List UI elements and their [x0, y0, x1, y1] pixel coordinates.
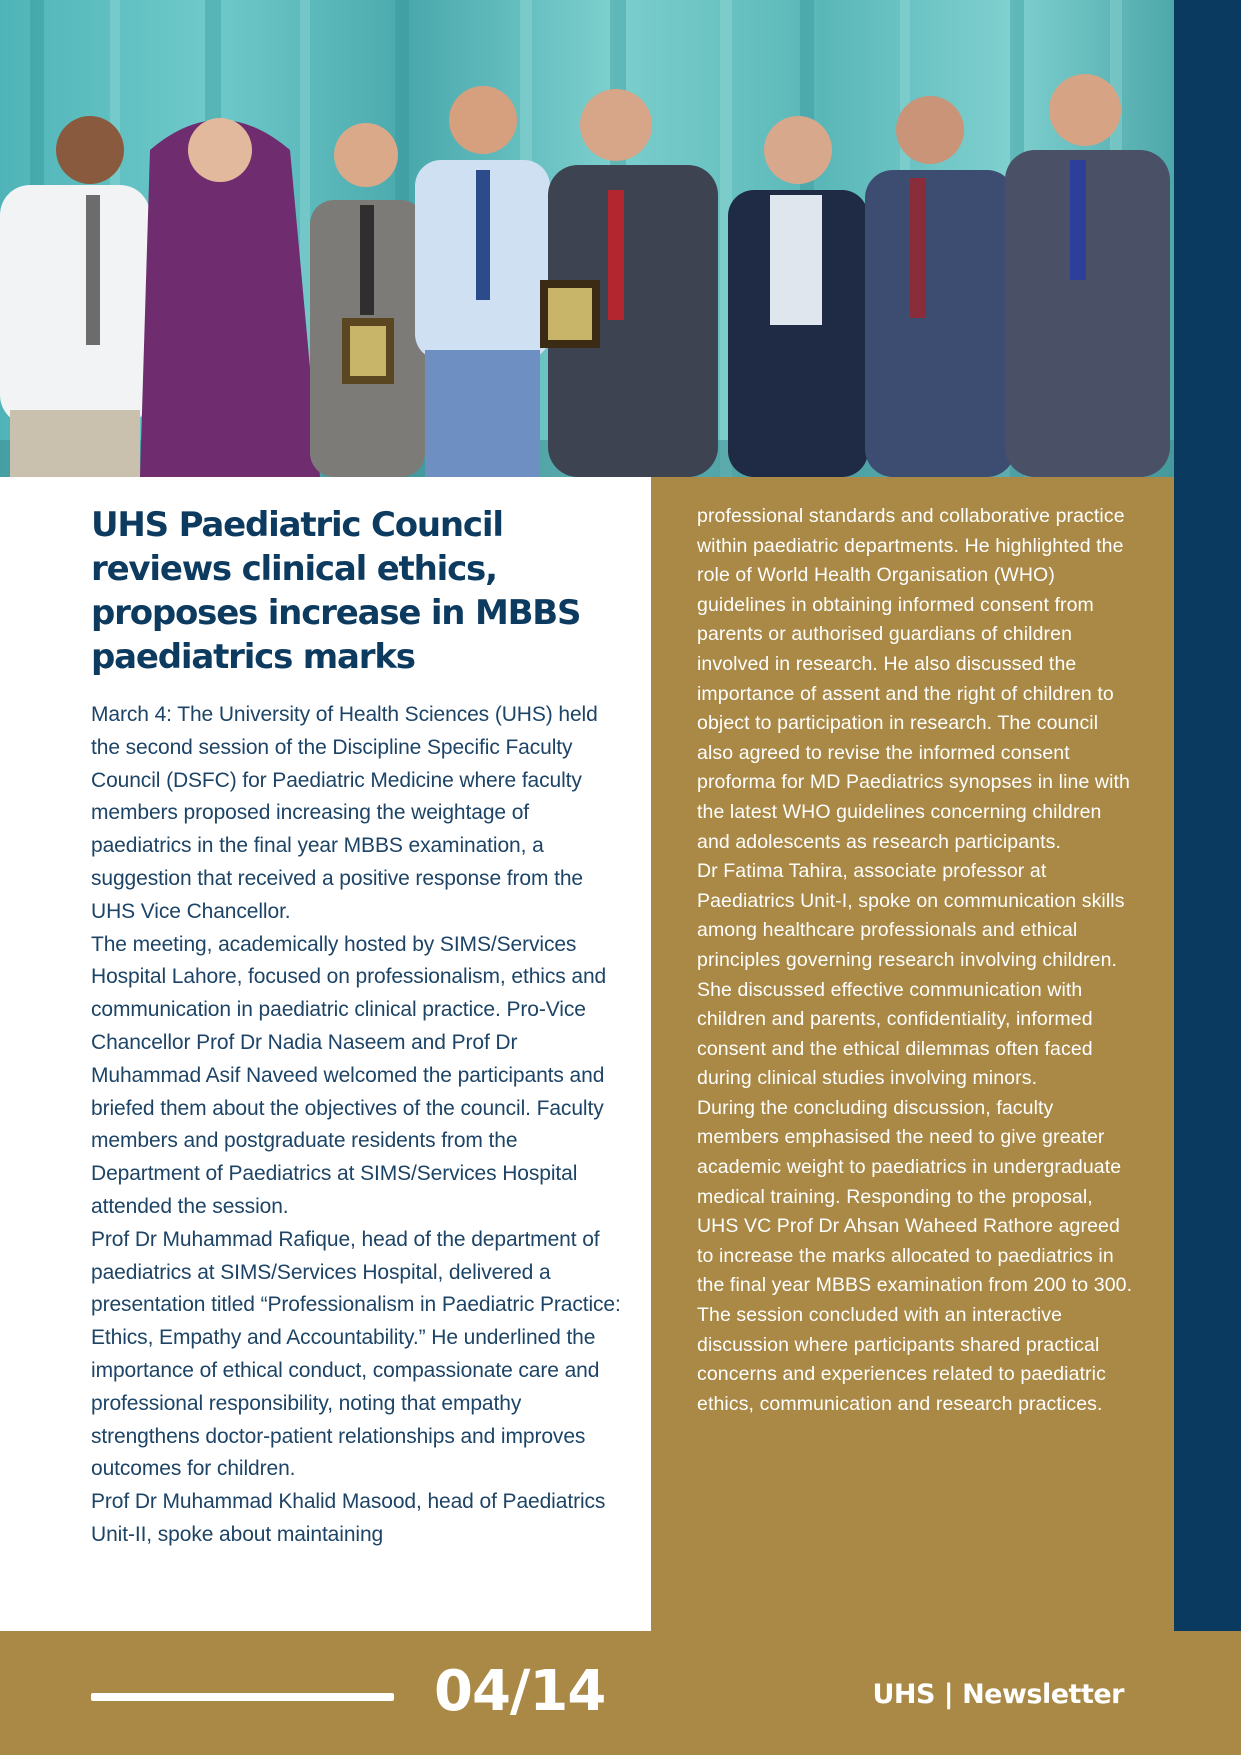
person-7 [865, 96, 1015, 477]
person-2 [140, 118, 320, 477]
group-photo [0, 0, 1174, 477]
footer-divider-line [91, 1693, 394, 1701]
article-paragraph: The session concluded with an interactive discussion where participants shared practical concerns and experiences related to paediatric ethics, communication and research practices. [697, 1304, 1106, 1415]
person-1 [0, 116, 150, 477]
navy-side-bar [1174, 0, 1241, 1631]
article-paragraph: The meeting, academically hosted by SIMS/Services Hospital Lahore, focused on professionalism, ethics and communication in paediatric clinical practice. Pro-Vice Chancellor Prof Dr Nadia Naseem and Prof Dr Muhammad Asif Naveed welcomed the participants and briefed them about the objectives of the council. Faculty members and postgraduate residents from the Department of Paediatrics at SIMS/Services Hospital attended the session. [91, 932, 607, 1218]
article-paragraph: Prof Dr Muhammad Khalid Masood, head of Paediatrics Unit-II, spoke about maintaining [91, 1490, 606, 1546]
page-footer [0, 1631, 1241, 1755]
person-8 [1005, 74, 1170, 477]
article-paragraph: Prof Dr Muhammad Rafique, head of the department of paediatrics at SIMS/Services Hospital, delivered a presentation titled “Professionalism in Paediatric Practice: Ethics, Empathy and Accountability.” He underlined the importance of ethical conduct, compassionate care and professional responsibility, noting that empathy strengthens doctor-patient relationships and improves outcomes for children. [91, 1227, 621, 1481]
article-paragraph: March 4: The University of Health Sciences (UHS) held the second session of the Discipline Specific Faculty Council (DSFC) for Paediatric Medicine where faculty members proposed increasing the weightage of paediatrics in the final year MBBS examination, a suggestion that received a positive response from the UHS Vice Chancellor. [91, 703, 598, 923]
article-paragraph: During the concluding discussion, faculty members emphasised the need to give greater academic weight to paediatrics in undergraduate medical training. Responding to the proposal, UHS VC Prof Dr Ahsan Waheed Rathore agreed to increase the marks allocated to paediatrics in the final year MBBS examination from 200 to 300. [697, 1096, 1133, 1297]
group-photo-illustration [0, 0, 1174, 477]
person-5 [540, 89, 718, 477]
person-6 [728, 116, 868, 477]
article-paragraph: professional standards and collaborative practice within paediatric departments. He highlighted the role of World Health Organisation (WHO) guidelines in obtaining informed consent from parents or authorised guardians of children involved in research. He also discussed the importance of assent and the right of children to object to participation in research. The council also agreed to revise the informed consent proforma for MD Paediatrics synopses in line with the latest WHO guidelines concerning children and adolescents as research participants. [697, 505, 1130, 853]
article-paragraph: Dr Fatima Tahira, associate professor at Paediatrics Unit-I, spoke on communication skills among healthcare professionals and ethical principles governing research involving children. She discussed effective communication with children and parents, confidentiality, informed consent and the ethical dilemmas often faced during clinical studies involving minors. [697, 860, 1125, 1090]
article-left-column [91, 503, 621, 1552]
newsletter-brand: UHS | Newsletter [872, 1679, 1124, 1710]
article-headline: UHS Paediatric Council reviews clinical ethics, proposes increase in MBBS paediatrics marks [91, 505, 581, 677]
page-number: 04/14 [434, 1659, 606, 1724]
article-right-column [697, 502, 1137, 1419]
